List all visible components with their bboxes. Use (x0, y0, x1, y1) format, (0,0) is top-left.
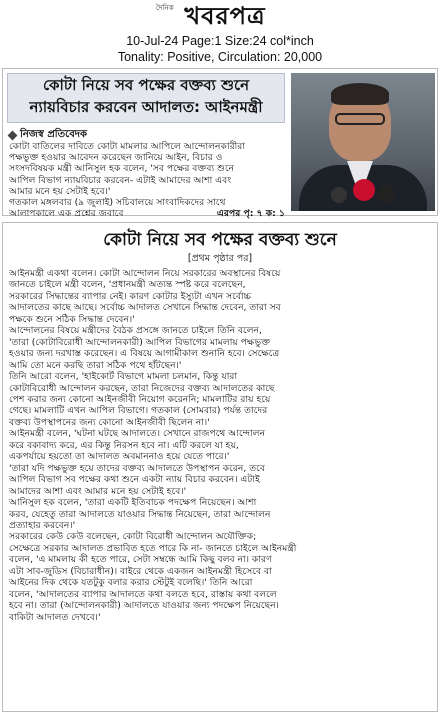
body-line: বলেন, 'আদালতের ব্যাপার আদালতে কথা বলতে হবে, রাস্তায় কথা বললে (9, 588, 277, 600)
microphone-icon (377, 185, 395, 203)
body-line: করব, যেহেতু তারা আদালতে যাওয়ার সিদ্ধান্ত নিয়েছেন, তারা আন্দোলন (9, 508, 271, 520)
continuation-body (9, 268, 433, 623)
body-line: হবে না। তারা (আন্দোলনকারী) আদালতে যাওয়ার জন্য পদক্ষেপ নিয়েছেন। (9, 600, 279, 612)
body-line: জানতে চাইলে মন্ত্রী বলেন, 'প্রধানমন্ত্রী অত্যন্ত স্পষ্ট করে বলেছেন, (9, 279, 246, 291)
body-line: একপর্যায়ে হয়তো তা আদালত অবমাননাও হয়ে যেতে পারে।' (9, 451, 230, 463)
body-line: আদালতের কাছে আছে। সর্বোচ্চ আদালত সেখানে সিদ্ধান্ত দেবেন, তারা সব (9, 302, 281, 314)
body-line: বক্তব্য উপস্থাপনের জন্য কোনো আইনজীবী ছিলেন না।' (9, 416, 210, 428)
body-line: আনিসুল হক বলেন, 'তারা একটি ইতিবাচক পদক্ষেপ নিয়েছেন। আশা (9, 497, 257, 509)
body-line: সেক্ষেত্রে সরকার আদালত প্রভাবিত হতে পারে কি না- জানতে চাইলে আইনমন্ত্রী (9, 542, 297, 554)
continuation-subhead: [প্রথম পৃষ্ঠার পর] (187, 253, 253, 264)
continuation-jump: এরপর পৃ: ৭ ক: ১ (216, 208, 285, 220)
headline-line-1: কোটা নিয়ে সব পক্ষের বক্তব্য শুনে (42, 76, 250, 94)
body-line: 'তারা যদি পক্ষভুক্ত হয়ে তাদের বক্তব্য আদালতে উপস্থাপন করেন, তবে (9, 462, 265, 474)
clip-meta-line-1: 10-Jul-24 Page:1 Size:24 col*inch (126, 34, 314, 48)
body-line: বাকিটা আদালত দেখবে।' (9, 611, 101, 623)
body-line-continuation (9, 208, 285, 219)
diamond-bullet-icon (8, 131, 18, 141)
photo-glasses-shape (335, 113, 385, 125)
body-line: সংসদবিষয়ক মন্ত্রী আনিসুল হক বলেন, 'সব পক্ষের বক্তব্য শুনে (9, 163, 235, 175)
body-line: আমি তো মনে করছি তারা সঠিক পথে হাঁটছেন।' (9, 359, 182, 371)
masthead-prefix: দৈনিক (156, 4, 174, 12)
body-line: আমাদের আশা এবং আমার মনে হয় সেটাই হবে।' (9, 485, 187, 497)
body-line: তিনি আরো বলেন, 'হাইকোর্ট বিভাগে মামলা চলমান, কিন্তু যারা (9, 371, 238, 383)
microphone-icon (353, 179, 375, 201)
body-line: বলেন, 'এ মামলায় কী হতে পারে, সেটা সম্বন্ধে আমি কিছু বলব না। কারণ (9, 554, 272, 566)
body-line: আইনমন্ত্রী একথা বলেন। কোটা আন্দোলন নিয়ে সরকারের অবস্থানের বিষয়ে (9, 268, 281, 279)
body-line: গতকাল মঙ্গলবার (৯ জুলাই) সচিবালয়ে সাংবাদিকদের সাথে (9, 197, 226, 209)
body-line: সরকারের সিদ্ধান্তের ব্যাপার নেই। কারণ কোটার ইস্যুটা এখন সর্বোচ্চ (9, 290, 252, 302)
headline-line-2: ন্যায়বিচার করবেন আদালত: আইনমন্ত্রী (29, 98, 263, 116)
body-line-end: আলাপকালে এক প্রশ্নের জবাবে (9, 208, 124, 220)
clip-meta-line-2: Tonality: Positive, Circulation: 20,000 (117, 50, 323, 64)
body-line: কোটা বাতিলের দাবিতে কোটা মামলার আপিলে আন্দোলনকারীরা (9, 141, 246, 152)
minister-photo (291, 73, 435, 211)
body-line: হওয়ার জন্য দরখাস্ত করেছেন। এ বিষয়ে আগামীকাল শুনানি হবে। সেক্ষেত্রে (9, 348, 280, 360)
front-page-clip (2, 68, 438, 220)
body-line: 'তারা (কোটাবিরোধী আন্দোলনকারী) আপিল বিভাগের মামলায় পক্ষভুক্ত (9, 336, 271, 348)
body-line: সরকারের কেউ কেউ বলেছেন, কোটা বিরোধী আন্দোলন অযৌক্তিক; (9, 531, 257, 543)
front-page-body (9, 141, 285, 219)
body-line: কোটাবিরোধী আন্দোলন করছেন, তারা নিজেদের বক্তব্য আদালতের কাছে (9, 382, 275, 394)
body-line: গেছে। মামলাটি এখন আপিল বিভাগে। গতকাল (সোমবার) পর্যন্ত তাদের (9, 405, 268, 417)
body-line: আইনমন্ত্রী বলেন, 'ঘটনা ঘটছে আদালতে। সেখানে রাজপথে আন্দোলন (9, 428, 266, 440)
body-line: আইনের দিক থেকে যতটুকু বলার করার স্টেটুই বলেছি।' তিনি আরো (9, 577, 253, 589)
masthead (150, 0, 300, 30)
body-line: আপিল বিভাগ ন্যায়বিচার করবেন- এটাই আমাদের আশা এবং (9, 174, 232, 186)
body-line: পেশ করার জন্য কোনো আইনজীবী নিয়োগ করেননি; মামলাটির রায় হয়ে (9, 393, 271, 405)
body-line: আন্দোলনের বিষয়ে মন্ত্রীদের বৈঠক প্রসঙ্গে জানতে চাইলে তিনি বলেন, (9, 325, 262, 337)
byline-text: নিজস্ব প্রতিবেদক (20, 129, 88, 140)
body-line: আপিল বিভাগ সব পক্ষের কথা শুনে একটা ন্যায় বিচার করবেন। এটাই (9, 474, 260, 486)
masthead-name: খবরপত্র (184, 2, 266, 30)
body-line: পক্ষকে শুনে সঠিক সিদ্ধান্ত দেবেন।' (9, 313, 135, 325)
microphone-icon (331, 187, 347, 203)
continuation-clip (2, 222, 438, 712)
body-line: আমার মনে হয় সেটাই হবে।' (9, 185, 111, 197)
body-line: করে বকাবাদ্য করে, এর কিন্তু নিরসন হবে না। এটি করলে যা হয়, (9, 439, 239, 451)
headline-box (7, 73, 285, 123)
body-line: এটা সাব-জুডিস (বিচারাধীন)। বাইরে থেকে একজন আইনমন্ত্রী হিসেবে বা (9, 565, 272, 577)
body-line: প্রত্যাহার করবেন।' (9, 519, 76, 531)
continuation-headline: কোটা নিয়ে সব পক্ষের বক্তব্য শুনে (103, 230, 337, 250)
body-line: পক্ষভুক্ত হওয়ার আবেদন করেছেন জানিয়ে আইন, বিচার ও (9, 152, 223, 164)
photo-hair-shape (331, 83, 389, 105)
